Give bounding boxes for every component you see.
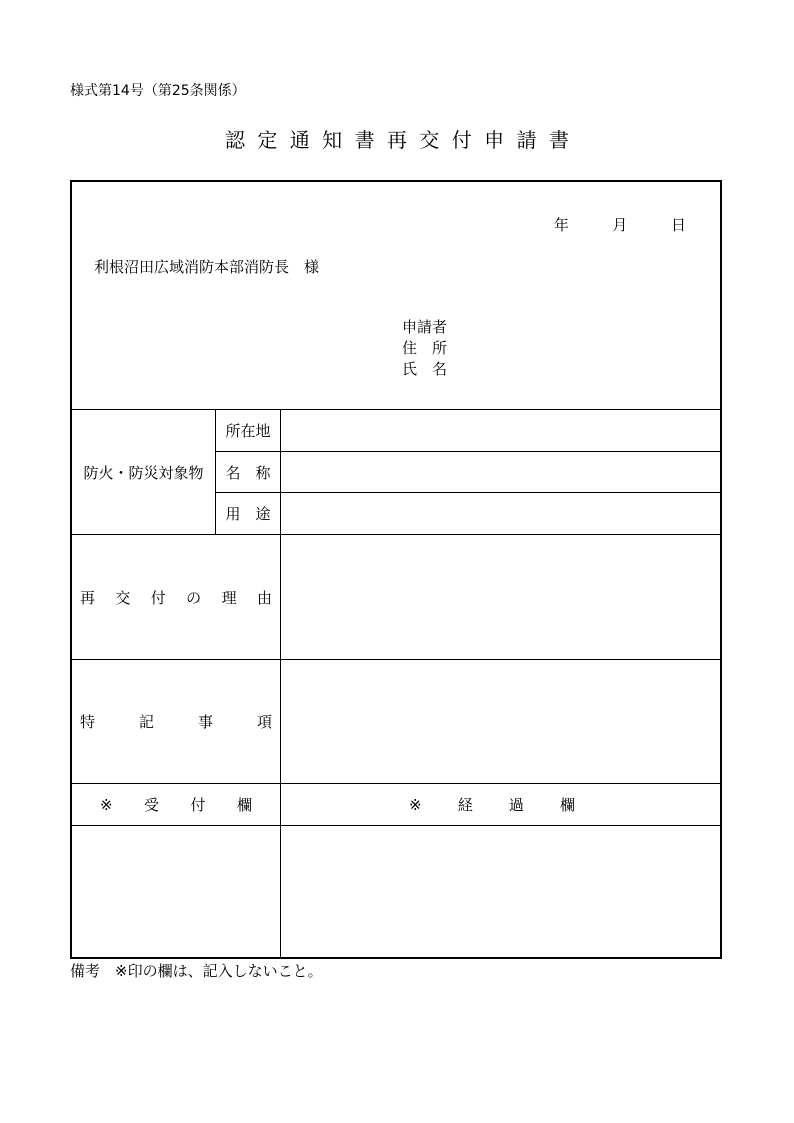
reception-field [72,826,280,957]
name-label: 名 称 [225,463,271,482]
target-label: 防火・防災対象物 [83,463,204,482]
reception-column-header: ※ 受 付 欄 [100,795,252,814]
special-notes-label: 特 記 事 項 [80,713,272,731]
page-title: 認定通知書再交付申請書 [224,128,582,152]
special-notes-field[interactable] [281,660,720,783]
addressee: 利根沼田広域消防本部消防長 様 [94,258,320,276]
usage-field[interactable] [281,493,720,534]
date-month-label: 月 [612,216,628,234]
applicant-name-label: 氏 名 [402,360,448,378]
applicant-label: 申請者 [402,318,448,336]
progress-field [281,826,720,957]
reissue-reason-label: 再 交 付 の 理 由 [80,588,272,607]
location-label: 所在地 [225,422,271,440]
date-line [554,214,686,235]
date-day-label: 日 [670,216,686,234]
applicant-block [402,317,447,380]
applicant-address-label: 住 所 [402,339,448,357]
date-year-label: 年 [553,216,569,234]
form-number: 様式第14号（第25条関係） [70,83,246,99]
remarks: 備考 ※印の欄は、記入しないこと。 [70,962,323,980]
reissue-reason-field[interactable] [281,535,720,659]
usage-label: 用 途 [225,505,271,523]
progress-column-header: ※ 経 過 欄 [409,795,575,814]
name-field[interactable] [281,452,720,492]
application-form-frame [70,180,722,959]
location-field[interactable] [281,410,720,451]
